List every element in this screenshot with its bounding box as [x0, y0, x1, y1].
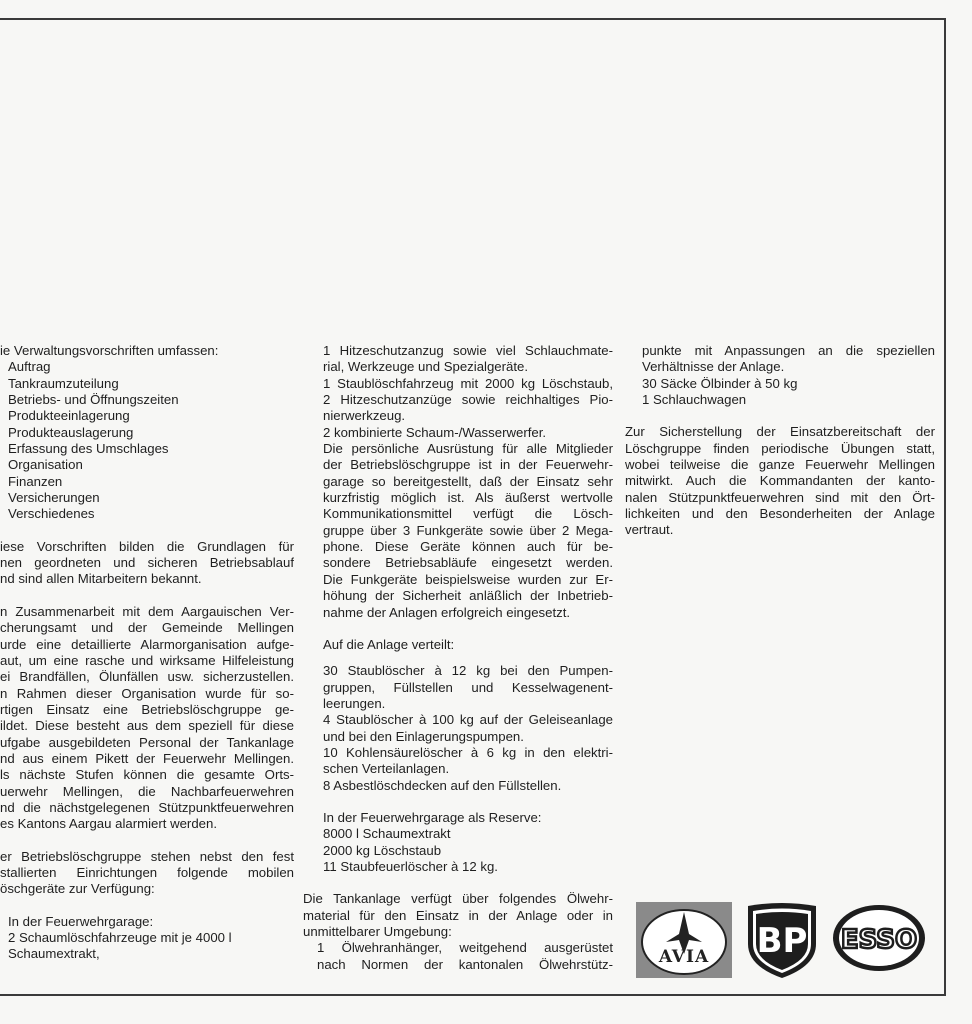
list-item: Erfassung des Umschlages: [8, 441, 169, 457]
esso-oval-icon: [830, 902, 928, 974]
text-line: Zur Sicherstellung der Einsatzbereitschaft der: [625, 424, 935, 440]
avia-logo: [636, 902, 732, 978]
text-line: ei Brandfällen, Ölunfällen usw. sicherzustellen.: [0, 669, 294, 685]
text-line: 2000 kg Löschstaub: [323, 842, 442, 858]
text-line: Die persönliche Ausrüstung für alle Mitglieder: [323, 441, 613, 457]
text-column-3: [625, 343, 935, 539]
text-line: 8000 l Schaumextrakt: [323, 826, 451, 842]
text-line: 30 Staublöscher à 12 kg bei den Pumpen-: [323, 663, 613, 679]
avia-emblem-icon: [636, 902, 732, 978]
text-line: lichkeiten und den Besonderheiten der Anlage: [625, 506, 935, 522]
text-line: Die Tankanlage verfügt über folgendes Ölwehr-: [303, 891, 613, 907]
text-line: nalen Stützpunktfeuerwehren sind mit den Ört-: [625, 489, 935, 505]
text-line: n Zusammenarbeit mit dem Aargauischen Ver-: [0, 603, 294, 619]
text-line: Verhältnisse der Anlage.: [642, 359, 785, 375]
section-heading: In der Feuerwehrgarage:: [8, 913, 154, 929]
text-line: iese Vorschriften bilden die Grundlagen für: [0, 538, 294, 554]
text-line: er Betriebslöschgruppe stehen nebst den fest: [0, 848, 294, 864]
avia-wordmark: AVIA: [658, 947, 710, 967]
text-line: 2 kombinierte Schaum-/Wasserwerfer.: [323, 424, 547, 440]
list-item: Tankraumzuteilung: [8, 375, 119, 391]
text-line: garage so bereitgestellt, daß der Einsatz sehr: [323, 473, 613, 489]
text-line: wobei teilweise die ganze Feuerwehr Mellingen: [625, 457, 935, 473]
text-line: uerwehr Mellingen, die Nachbarfeuerwehren: [0, 783, 294, 799]
text-line: vertraut.: [625, 522, 674, 538]
text-column-1: [0, 343, 294, 963]
text-line: nd aus einem Pikett der Feuerwehr Mellingen.: [0, 750, 294, 766]
text-line: cherungsamt und der Gemeinde Mellingen: [0, 620, 294, 636]
list-item: Produkteauslagerung: [8, 424, 134, 440]
text-line: rial, Werkzeuge und Spezialgeräte.: [323, 359, 529, 375]
paragraph: [625, 424, 935, 538]
list-item: Produkteeinlagerung: [8, 408, 130, 424]
section-heading: In der Feuerwehrgarage als Reserve:: [323, 809, 542, 825]
text-line: kurzfristig möglich ist. Als äußerst wertvolle: [323, 490, 613, 506]
text-line: sondere Betriebsabläufe eingesetzt werden.: [323, 555, 613, 571]
text-line: Die Funkgeräte beispielsweise wurden zur Er-: [323, 571, 613, 587]
bp-shield-icon: [742, 900, 822, 980]
esso-logo: [830, 902, 928, 974]
text-line: ufgabe ausgebildeten Personal der Tankanlage: [0, 734, 294, 750]
text-line: Schaumextrakt,: [8, 946, 100, 962]
text-line: 2 Schaumlöschfahrzeuge mit je 4000 l: [8, 930, 232, 945]
text-line: nd die nächstgelegenen Stützpunktfeuerwehren: [0, 799, 294, 815]
text-line: nahme der Anlagen erfolgreich eingesetzt.: [323, 604, 571, 620]
sponsor-logos: [636, 900, 936, 980]
paragraph: [0, 604, 294, 833]
text-line: urde eine detaillierte Alarmorganisation aufge-: [0, 636, 294, 652]
paragraph: [0, 914, 294, 963]
text-line: 1 Staublöschfahrzeug mit 2000 kg Löschstaub,: [323, 375, 613, 391]
text-line: ildet. Diese besteht aus dem speziell für diese: [0, 718, 294, 734]
text-line: leerungen.: [323, 695, 386, 711]
text-line: 10 Kohlensäurelöscher à 6 kg in den elektri-: [323, 744, 613, 760]
text-line: nierwerkzeug.: [323, 408, 406, 424]
text-line: n Rahmen dieser Organisation wurde für so-: [0, 685, 294, 701]
list-item: Versicherungen: [8, 490, 100, 506]
text-line: höhung der Sicherheit anläßlich der Inbetrieb-: [323, 588, 613, 604]
paragraph: [303, 343, 613, 875]
section-heading: Auf die Anlage verteilt:: [323, 636, 455, 652]
text-column-2: [303, 343, 613, 973]
text-line: nen geordneten und sicheren Betriebsablauf: [0, 555, 294, 571]
text-line: Kommunikationsmittel verfügt die Lösch-: [323, 506, 613, 522]
text-line: 4 Staublöscher à 100 kg auf der Geleiseanlage: [323, 712, 613, 728]
text-line: punkte mit Anpassungen an die speziellen: [642, 343, 935, 358]
text-line: nach Normen der kantonalen Ölwehrstütz-: [317, 956, 613, 972]
text-line: schen Verteilanlagen.: [323, 761, 450, 777]
text-line: gruppe über 3 Funkgeräte sowie über 2 Mega-: [323, 522, 613, 538]
list-item: Auftrag: [8, 359, 51, 375]
paragraph: [0, 849, 294, 898]
text-line: 1 Hitzeschutzanzug sowie viel Schlauchmate-: [323, 343, 613, 358]
text-line: 1 Ölwehranhänger, weitgehend ausgerüstet: [317, 940, 613, 956]
text-line: der Betriebslöschgruppe ist in der Feuerwehr-: [323, 457, 613, 473]
text-line: ls nächste Stufen können die gesamte Orts-: [0, 767, 294, 783]
paragraph: [625, 343, 935, 408]
list-item: Verschiedenes: [8, 506, 95, 522]
intro-line: ie Verwaltungsvorschriften umfassen:: [0, 343, 219, 358]
list-item: Organisation: [8, 457, 83, 473]
esso-wordmark: ESSO: [840, 925, 918, 955]
paragraph: [0, 539, 294, 588]
text-line: rtigen Einsatz eine Betriebslöschgruppe ge-: [0, 701, 294, 717]
paragraph: [303, 891, 613, 973]
bp-logo: [742, 900, 822, 980]
text-line: material für den Einsatz in der Anlage oder in: [303, 907, 613, 923]
text-line: nd sind allen Mitarbeitern bekannt.: [0, 571, 202, 587]
list-item: Betriebs- und Öffnungszeiten: [8, 392, 179, 408]
text-line: öschgeräte zur Verfügung:: [0, 881, 155, 897]
text-line: 8 Asbestlöschdecken auf den Füllstellen.: [323, 777, 562, 793]
text-line: mitwirkt. Auch die Kommandanten der kanto-: [625, 473, 935, 489]
bp-wordmark: BP: [756, 921, 808, 961]
text-line: es Kantons Aargau alarmiert werden.: [0, 816, 217, 832]
text-line: unmittelbarer Umgebung:: [303, 924, 452, 939]
text-line: stallierten Einrichtungen folgende mobilen: [0, 864, 294, 880]
text-line: 1 Schlauchwagen: [642, 392, 747, 408]
text-line: aut, um eine rasche und wirksame Hilfeleistung: [0, 652, 294, 668]
text-line: 2 Hitzeschutzanzüge sowie reichhaltiges Pio-: [323, 392, 613, 408]
regulations-list: [0, 359, 294, 522]
list-item: Finanzen: [8, 473, 63, 489]
text-line: 11 Staubfeuerlöscher à 12 kg.: [323, 858, 498, 874]
text-line: phone. Diese Geräte können auch für be-: [323, 539, 613, 555]
text-line: Löschgruppe finden periodische Übungen statt,: [625, 440, 935, 456]
text-line: gruppen, Füllstellen und Kesselwagenent-: [323, 679, 613, 695]
text-line: 30 Säcke Ölbinder à 50 kg: [642, 375, 798, 391]
text-line: und bei den Einlagerungspumpen.: [323, 728, 524, 744]
